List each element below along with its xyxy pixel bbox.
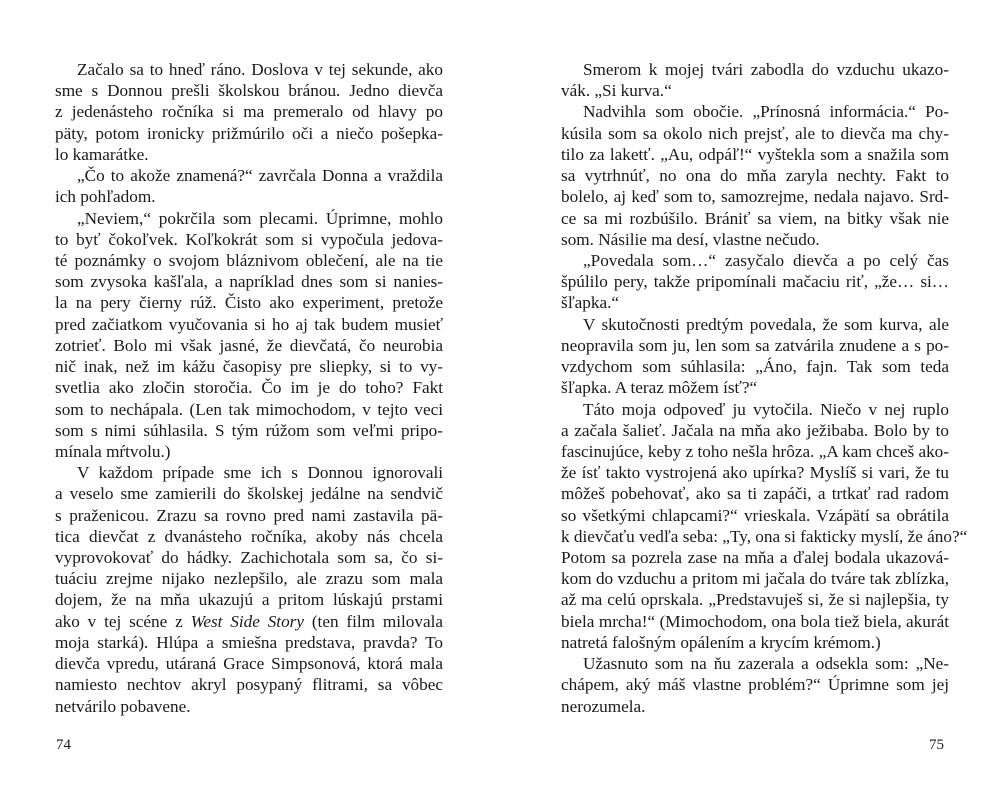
paragraph [561,399,968,654]
paragraph [55,165,443,207]
paragraph [561,653,949,717]
text-line: môžeš pobehovať, ako sa ti zapáči, a trtkať rad radom [561,484,949,504]
page-number-right: 75 [929,737,944,753]
text-line: chápem, aký máš vlastne problém?“ Úprimne som jej [561,675,949,695]
text-line: tilo za laketť. „Au, odpáľ!“ vyštekla som a snažila som [561,144,949,164]
text-line: „Čo to akože znamená?“ zavrčala Donna a vraždila [77,166,443,186]
text-segment: (ten film milovala [303,611,444,631]
text-line: som. Násilie ma desí, vlastne nečudo. [561,229,820,249]
paragraph [55,208,443,463]
text-line: bolelo, aj keď som to, samozrejme, nedala najavo. Srd- [561,187,949,207]
page-number-left: 74 [56,737,71,753]
text-line [55,611,443,632]
text-line: la na pery čierny rúž. Čisto ako experiment, pretože [55,293,443,313]
text-line: z jedenásteho ročníka si ma premeralo od hlavy po [55,102,443,122]
paragraph [561,59,949,101]
text-line: pred začiatkom vyučovania si ho aj tak budem musieť [55,314,443,334]
text-line: Táto moja odpoveď ju vytočila. Niečo v nej ruplo [583,399,949,419]
text-line: špúlilo pery, takže pripomínali mačaciu riť, „že… si… [561,272,949,292]
text-line: s praženicou. Zrazu sa rovno pred nami zastavila pä- [55,505,443,525]
text-line: kúsila som sa okolo nich prejsť, ale to dievča ma chy- [561,123,949,143]
text-line: a veselo sme zamierili do školskej jedálne na sendvič [55,484,443,504]
text-line: a začala šalieť. Jačala na mňa ako ježibaba. Bolo by to [561,420,949,440]
text-line: zotrieť. Bolo mi však jasné, že dievčatá, čo neurobia [55,335,443,355]
text-line: šľapka.“ [561,293,620,313]
text-line: Začalo sa to hneď ráno. Doslova v tej sekunde, ako [77,60,443,79]
paragraph [561,101,949,250]
text-line: k dievčaťu vedľa seba: „Ty, ona si fakticky myslí, že áno?“ [561,526,968,546]
right-page-text [561,59,968,717]
text-line: biela mrcha!“ (Mimochodom, ona bola tiež biela, akurát [561,611,949,631]
text-line: šľapka. A teraz môžem ísť?“ [561,378,758,398]
paragraph [55,59,443,165]
text-line: V skutočnosti predtým povedala, že som kurva, ale [583,314,949,334]
text-line: namiesto nechtov akryl posypaný flitrami, sa vôbec [55,675,443,695]
paragraph [561,250,949,314]
text-line: V každom prípade sme ich s Donnou ignorovali [77,463,443,483]
text-line: Užasnuto som na ňu zazerala a odsekla som: „Ne- [583,654,949,674]
text-line: tuáciu zrejme nijako nezlepšilo, ale zrazu som mala [55,569,443,589]
text-line: som zvysoka kašľala, a napríklad dnes som si nanies- [55,272,443,292]
text-line: kom do vzduchu a pritom mi jačala do tváre tak zblízka, [561,569,949,589]
text-line: fascinujúce, keby z toho nešla hrôza. „A kam chceš ako- [561,441,949,461]
text-line: až ma celú oprskala. „Predstavuješ si, že si najlepšia, ty [561,590,949,610]
left-page-text [55,59,443,717]
text-line: sa vytrhnúť, no ona do mňa zaryla nechty. Fakt to [561,166,949,186]
text-line: vzdychom som súhlasila: „Áno, fajn. Tak som teda [561,357,949,377]
text-line: so všetkými chlapcami?“ vrieskala. Vzápätí sa obrátila [561,505,949,525]
text-line: ich pohľadom. [55,187,156,207]
italic-title: West Side Story [190,611,304,631]
text-line: lo kamarátke. [55,144,149,164]
text-line: nič inak, než im kážu časopisy pre sliepky, si to vy- [55,357,443,377]
text-line: moja starká). Hlúpa a smiešna predstava, pravda? To [55,632,443,652]
text-line: mínala mŕtvolu.) [55,441,171,461]
text-line: netvárilo pobavene. [55,696,191,716]
text-line: „Neviem,“ pokrčila som plecami. Úprimne, mohlo [77,208,443,228]
text-line: Potom sa pozrela zase na mňa a ďalej bodala ukazová- [561,548,949,568]
text-line: svetlia ako zločin storočia. Čo im je do toho? Fakt [55,378,443,398]
text-line: nerozumela. [561,696,646,716]
text-line: té poznámky o svojom bláznivom oblečení, ale na tie [55,250,443,270]
text-line: tica dievčat z dvanásteho ročníka, akoby nás chcela [55,526,443,546]
text-line: dojem, že na mňa ukazujú a pritom lúskajú prstami [55,590,443,610]
text-line: som to nechápala. (Len tak mimochodom, v tejto veci [55,399,443,419]
paragraph [561,314,949,399]
paragraph [55,462,443,717]
text-line: Smerom k mojej tvári zabodla do vzduchu ukazo- [583,60,949,79]
text-line: to byť čokoľvek. Koľkokrát som si vypočula jedova- [55,229,443,249]
text-line: päty, potom ironicky prižmúrilo oči a niečo pošepka- [55,123,443,143]
text-line: že ísť takto vystrojená ako upírka? Myslíš si vari, že tu [561,463,949,483]
text-line: natretá falošným opálením a krycím krémom.) [561,632,881,652]
text-line: Nadvihla som obočie. „Prínosná informácia.“ Po- [583,102,949,122]
text-line: sme s Donnou prešli školskou bránou. Jedno dievča [55,81,443,101]
text-line: som s nimi súhlasila. S tým rúžom som veľmi pripo- [55,420,443,440]
text-line: dievča vpredu, utáraná Grace Simpsonová, ktorá mala [55,654,443,674]
text-line: vák. „Si kurva.“ [561,81,672,101]
text-line: ce sa mi rozbúšilo. Brániť sa viem, na bitky však nie [561,208,949,228]
text-line: vyprovokovať do hádky. Zachichotala som sa, čo si- [55,548,443,568]
text-line: neopravila som ju, len som sa zatvárila znudene a s po- [561,335,949,355]
text-line: „Povedala som…“ zasyčalo dievča a po celý čas [583,250,949,270]
text-segment: ako v tej scéne z [55,611,191,631]
